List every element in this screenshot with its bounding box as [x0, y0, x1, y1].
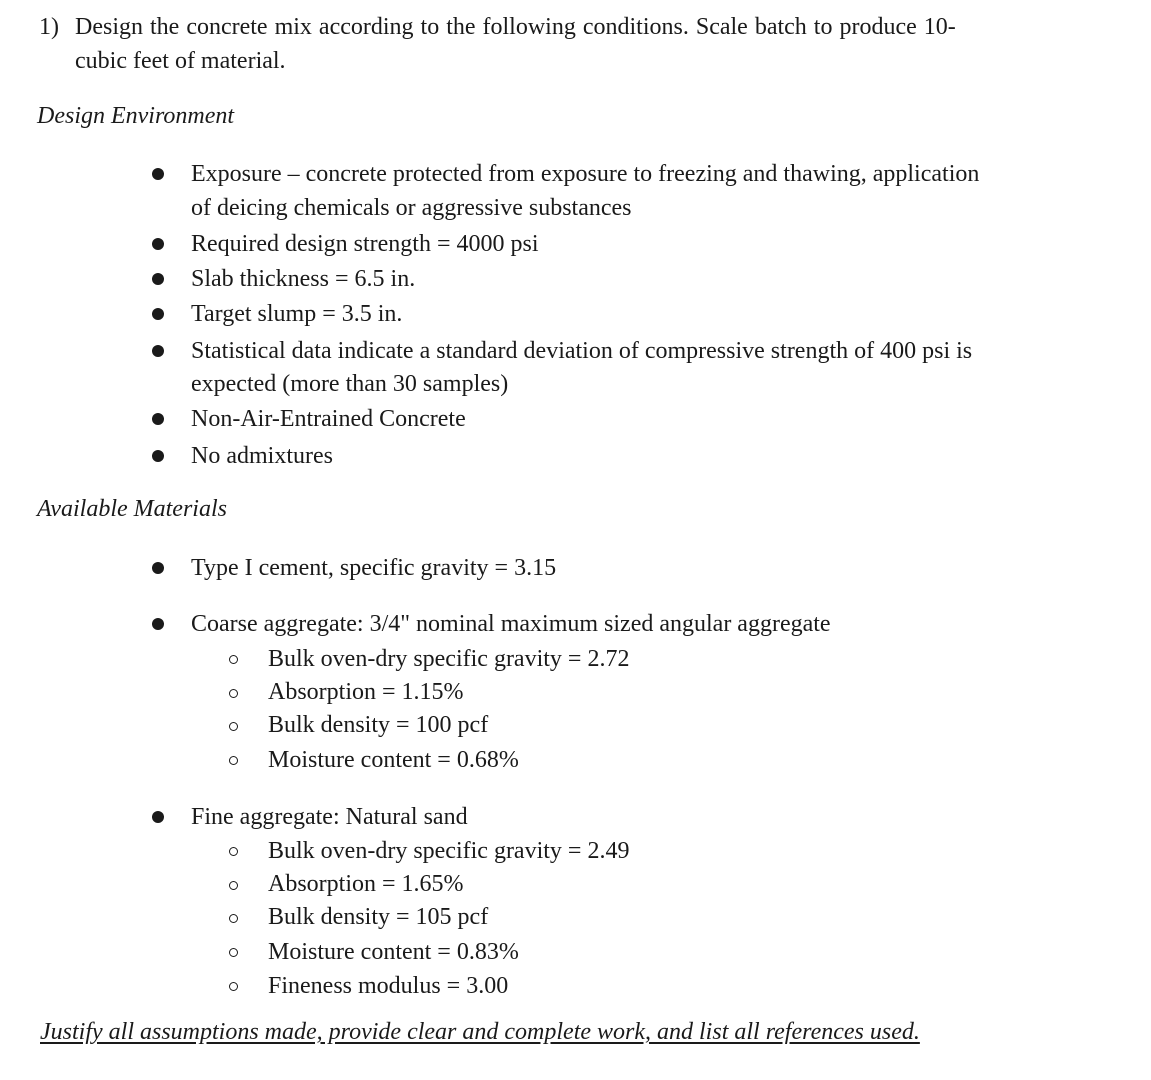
design-item-admixtures: No admixtures [191, 443, 333, 469]
design-item-exposure-line-2: of deicing chemicals or aggressive substances [191, 195, 632, 221]
material-cement: Type I cement, specific gravity = 3.15 [191, 555, 557, 581]
bullet-icon [152, 168, 164, 180]
design-item-exposure-line-1: Exposure – concrete protected from exposure to freezing and thawing, application [191, 161, 980, 187]
material-fine-aggregate: Fine aggregate: Natural sand [191, 804, 468, 830]
fine-bulk-density: Bulk density = 105 pcf [268, 904, 489, 930]
sub-bullet-icon [229, 982, 238, 991]
question-number: 1) [39, 14, 59, 40]
design-item-statistics-line-2: expected (more than 30 samples) [191, 371, 509, 397]
question-text-line-1: Design the concrete mix according to the following conditions. Scale batch to produce 10- [75, 14, 956, 40]
coarse-moisture-content: Moisture content = 0.68% [268, 747, 519, 773]
bullet-icon [152, 618, 164, 630]
instructions-note: Justify all assumptions made, provide clear and complete work, and list all references used. [40, 1019, 920, 1045]
bullet-icon [152, 450, 164, 462]
coarse-bulk-density: Bulk density = 100 pcf [268, 712, 489, 738]
sub-bullet-icon [229, 689, 238, 698]
bullet-icon [152, 413, 164, 425]
fine-absorption: Absorption = 1.65% [268, 871, 464, 897]
available-materials-heading: Available Materials [37, 496, 227, 522]
design-item-slump: Target slump = 3.5 in. [191, 301, 403, 327]
coarse-specific-gravity: Bulk oven-dry specific gravity = 2.72 [268, 646, 630, 672]
fine-specific-gravity: Bulk oven-dry specific gravity = 2.49 [268, 838, 630, 864]
sub-bullet-icon [229, 881, 238, 890]
sub-bullet-icon [229, 756, 238, 765]
design-item-slab-thickness: Slab thickness = 6.5 in. [191, 266, 416, 292]
sub-bullet-icon [229, 655, 238, 664]
sub-bullet-icon [229, 847, 238, 856]
sub-bullet-icon [229, 914, 238, 923]
bullet-icon [152, 562, 164, 574]
design-item-statistics-line-1: Statistical data indicate a standard deviation of compressive strength of 400 psi is [191, 338, 973, 364]
design-environment-heading: Design Environment [37, 103, 235, 129]
bullet-icon [152, 811, 164, 823]
bullet-icon [152, 273, 164, 285]
bullet-icon [152, 238, 164, 250]
bullet-icon [152, 345, 164, 357]
coarse-absorption: Absorption = 1.15% [268, 679, 464, 705]
sub-bullet-icon [229, 722, 238, 731]
bullet-icon [152, 308, 164, 320]
fine-moisture-content: Moisture content = 0.83% [268, 939, 519, 965]
design-item-strength: Required design strength = 4000 psi [191, 231, 539, 257]
design-item-air-entrainment: Non-Air-Entrained Concrete [191, 406, 466, 432]
sub-bullet-icon [229, 948, 238, 957]
fine-fineness-modulus: Fineness modulus = 3.00 [268, 973, 509, 999]
material-coarse-aggregate: Coarse aggregate: 3/4" nominal maximum sized angular aggregate [191, 611, 831, 637]
question-text-line-2: cubic feet of material. [75, 48, 286, 74]
